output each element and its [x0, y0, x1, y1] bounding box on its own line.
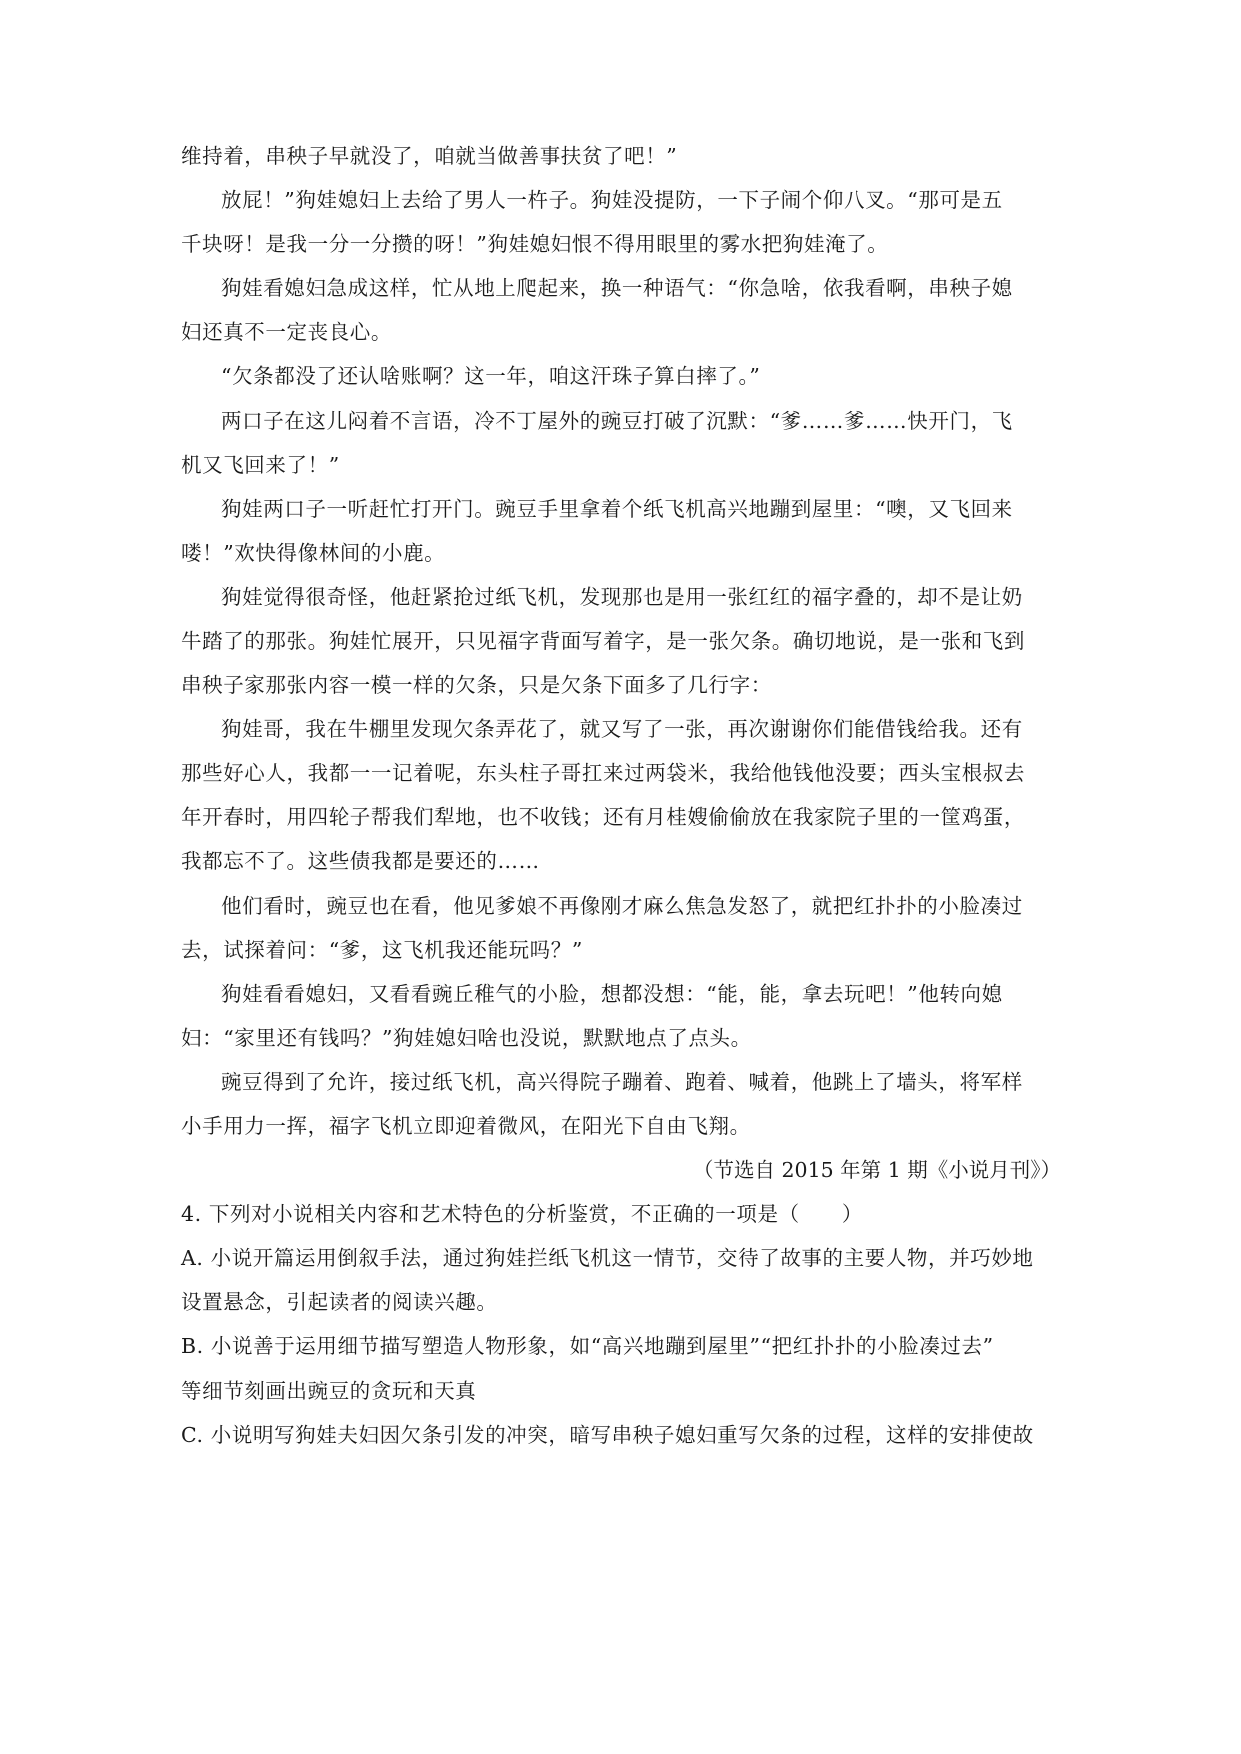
story-line: 千块呀！是我一分一分攒的呀！”狗娃媳妇恨不得用眼里的雾水把狗娃淹了。 [181, 232, 889, 256]
story-line: 妇还真不一定丧良心。 [181, 320, 392, 344]
story-line: 机又飞回来了！” [181, 453, 340, 477]
story-line: 狗娃两口子一听赶忙打开门。豌豆手里拿着个纸飞机高兴地蹦到屋里：“噢，又飞回来 [221, 497, 1013, 521]
story-line: 妇：“家里还有钱吗？”狗娃媳妇啥也没说，默默地点了点头。 [181, 1026, 752, 1050]
story-line: 狗娃哥，我在牛棚里发现欠条弄花了，就又写了一张，再次谢谢你们能借钱给我。还有 [221, 717, 1023, 741]
story-line: 狗娃看媳妇急成这样，忙从地上爬起来，换一种语气：“你急啥，依我看啊，串秧子媳 [221, 276, 1013, 300]
story-line: 喽！”欢快得像林间的小鹿。 [181, 541, 446, 565]
story-line: 那些好心人，我都一一记着呢，东头柱子哥扛来过两袋米，我给他钱他没要；西头宝根叔去 [181, 761, 1025, 785]
question-option-a: A. 小说开篇运用倒叙手法，通过狗娃拦纸飞机这一情节，交待了故事的主要人物，并巧妙地 [181, 1246, 1034, 1270]
story-line: 串秧子家那张内容一模一样的欠条，只是欠条下面多了几行字： [181, 673, 772, 697]
story-line: “欠条都没了还认啥账啊？这一年，咱这汗珠子算白摔了。” [221, 364, 761, 388]
story-line: 放屁！”狗娃媳妇上去给了男人一杵子。狗娃没提防，一下子闹个仰八叉。“那可是五 [221, 188, 1003, 212]
question-option-b: B. 小说善于运用细节描写塑造人物形象，如“高兴地蹦到屋里”“把红扑扑的小脸凑过去” [181, 1334, 994, 1358]
story-line: 小手用力一挥，福字飞机立即迎着微风，在阳光下自由飞翔。 [181, 1114, 751, 1138]
story-line: 两口子在这儿闷着不言语，冷不丁屋外的豌豆打破了沉默：“爹……爹……快开门，飞 [221, 409, 1013, 433]
story-line: 牛踏了的那张。狗娃忙展开，只见福字背面写着字，是一张欠条。确切地说，是一张和飞到 [181, 629, 1025, 653]
story-line: 他们看时，豌豆也在看，他见爹娘不再像刚才麻么焦急发怒了，就把红扑扑的小脸凑过 [221, 894, 1023, 918]
story-line: 豌豆得到了允许，接过纸飞机，高兴得院子蹦着、跑着、喊着，他跳上了墙头，将军样 [221, 1070, 1023, 1094]
story-line: 我都忘不了。这些债我都是要还的…… [181, 849, 540, 873]
question-option-a-cont: 设置悬念，引起读者的阅读兴趣。 [181, 1290, 498, 1314]
question-stem: 4. 下列对小说相关内容和艺术特色的分析鉴赏，不正确的一项是（ ） [181, 1202, 863, 1226]
story-line: 狗娃觉得很奇怪，他赶紧抢过纸飞机，发现那也是用一张红红的福字叠的，却不是让奶 [221, 585, 1023, 609]
source-citation: （节选自 2015 年第 1 期《小说月刊》） [692, 1158, 1061, 1182]
question-option-b-cont: 等细节刻画出豌豆的贪玩和天真 [181, 1379, 477, 1403]
story-line: 去，试探着问：“爹，这飞机我还能玩吗？” [181, 938, 583, 962]
question-option-c: C. 小说明写狗娃夫妇因欠条引发的冲突，暗写串秧子媳妇重写欠条的过程，这样的安排使故 [181, 1423, 1034, 1447]
story-line: 维持着，串秧子早就没了，咱就当做善事扶贫了吧！” [181, 144, 678, 168]
story-line: 年开春时，用四轮子帮我们犁地，也不收钱；还有月桂嫂偷偷放在我家院子里的一筐鸡蛋， [181, 805, 1025, 829]
story-line: 狗娃看看媳妇，又看看豌丘稚气的小脸，想都没想：“能，能，拿去玩吧！”他转向媳 [221, 982, 1003, 1006]
